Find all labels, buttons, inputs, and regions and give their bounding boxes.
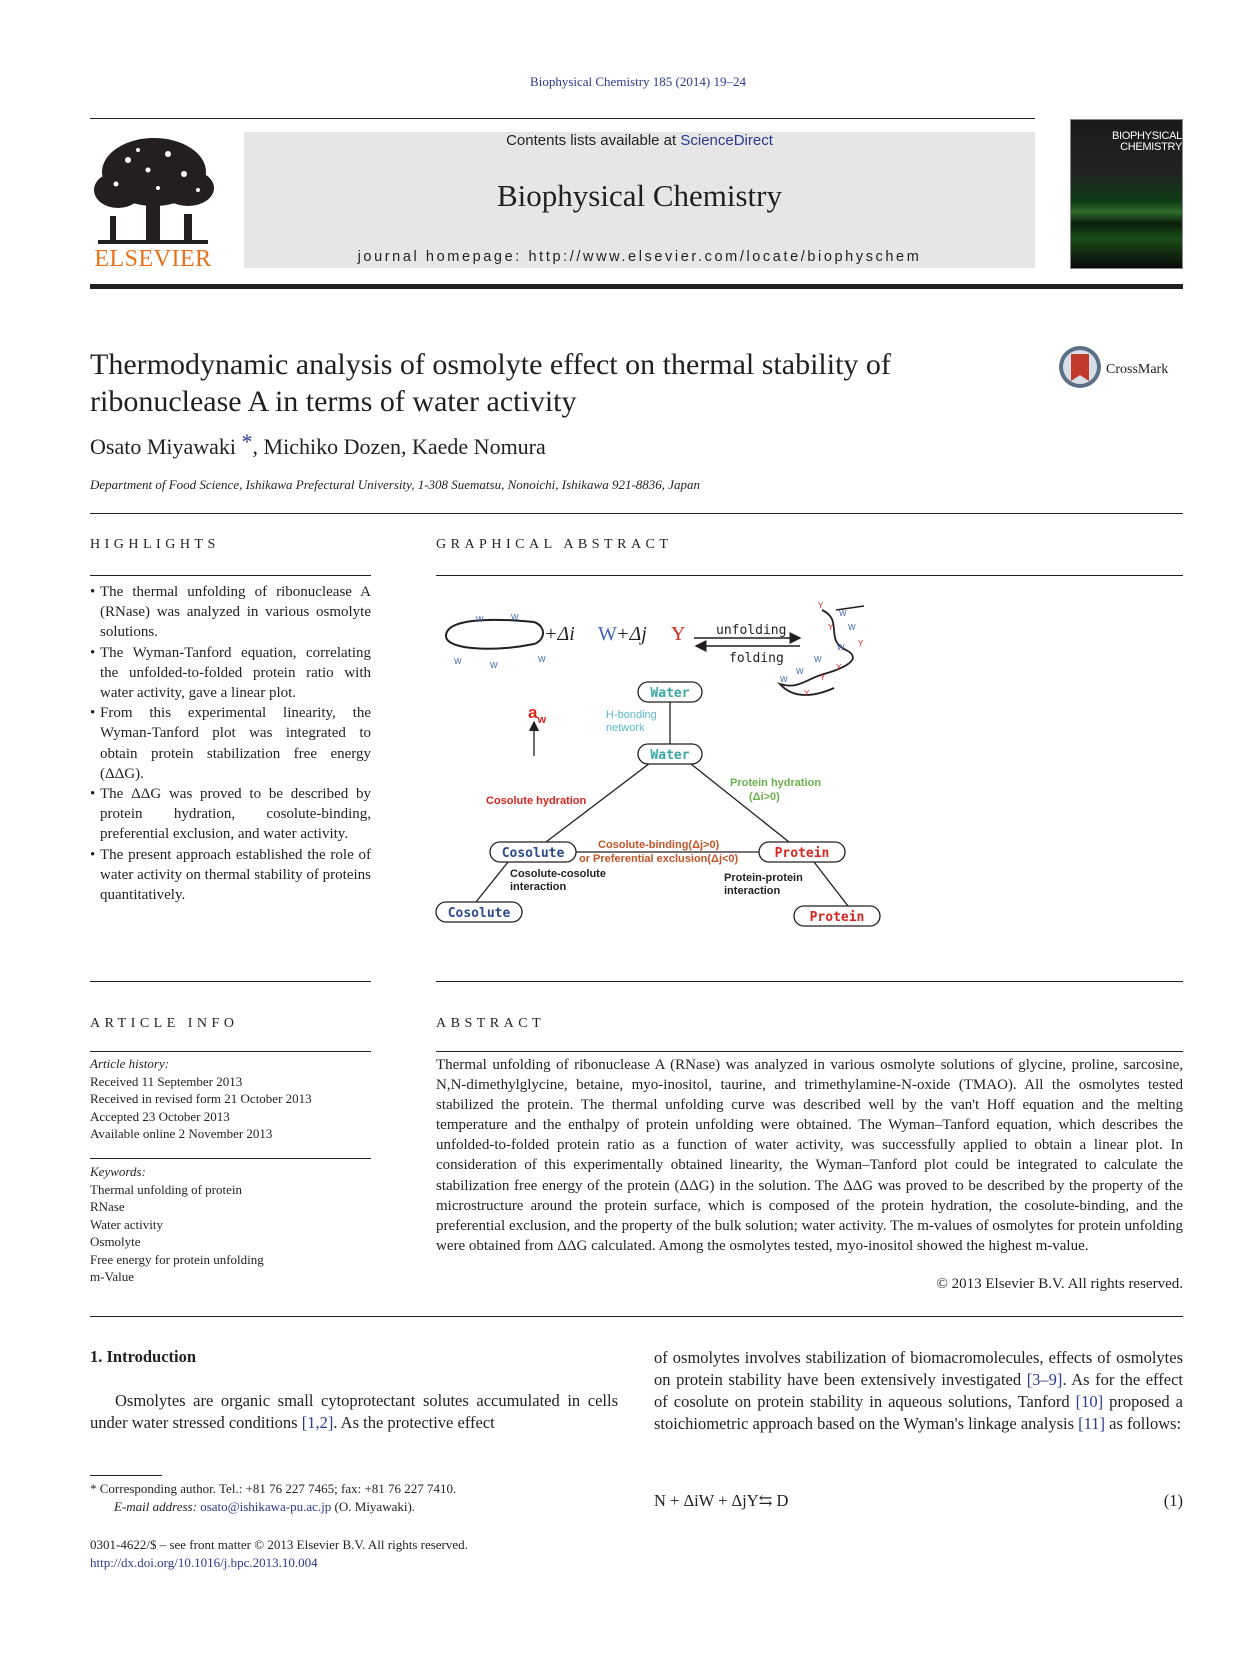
small-y-label: Y: [836, 663, 842, 672]
highlight-item: • The thermal unfolding of ribonuclease A (RNase) was analyzed in various osmolyte solutions.: [90, 582, 371, 643]
small-w-label: W: [538, 655, 546, 664]
small-w-label: W: [490, 661, 498, 670]
small-w-label: W: [780, 675, 788, 684]
small-y-label: Y: [858, 639, 864, 648]
protein-hydration-label: Protein hydration: [730, 777, 822, 789]
highlight-item: • The ΔΔG was proved to be described by protein hydration, cosolute-binding, preferential exclusion, and water activity.: [90, 784, 371, 845]
protein-protein-label: interaction: [724, 885, 781, 897]
highlight-item: • The present approach established the role of water activity on thermal stability of proteins quantitatively.: [90, 845, 371, 906]
eq-delta-i: +Δi: [544, 623, 575, 645]
abstract-copyright: © 2013 Elsevier B.V. All rights reserved.: [936, 1276, 1183, 1292]
graphical-abstract-bottom-rule: [436, 981, 1183, 982]
small-y-label: Y: [828, 623, 834, 632]
protein-node-bottom-label: Protein: [809, 910, 865, 925]
article-info-heading: ARTICLE INFO: [90, 1016, 239, 1031]
introduction-heading: 1. Introduction: [90, 1347, 197, 1366]
cosolute-cosolute-label: Cosolute-cosolute: [510, 868, 606, 880]
history-entry: Available online 2 November 2013: [90, 1126, 273, 1141]
water-activity-subscript: w: [537, 714, 547, 726]
small-w-label: W: [837, 643, 845, 652]
small-w-label: W: [796, 667, 804, 676]
water-node-top-label: Water: [650, 686, 690, 701]
crossmark-label[interactable]: CrossMark: [1106, 362, 1169, 377]
small-w-label: W: [848, 623, 856, 632]
cosolute-hydration-label: Cosolute hydration: [486, 795, 587, 807]
highlights-bottom-rule: [90, 981, 371, 982]
journal-homepage[interactable]: journal homepage: http://www.elsevier.com/locate/biophyschem: [357, 249, 922, 265]
article-info-rule: [90, 1051, 371, 1052]
article-title: Thermodynamic analysis of osmolyte effect on thermal stability of ribonuclease A in terms of water activity: [90, 348, 891, 418]
highlight-item: • From this experimental linearity, the Wyman-Tanford plot was integrated to obtain protein stabilization free energy (ΔΔG).: [90, 703, 371, 784]
history-label: Article history:: [90, 1056, 170, 1071]
history-entry: Received 11 September 2013: [90, 1073, 243, 1089]
small-w-label: W: [839, 609, 847, 618]
abstract-heading: ABSTRACT: [436, 1016, 546, 1031]
graphical-abstract-figure: [434, 600, 884, 935]
section-rule: [90, 513, 1183, 514]
contents-line: Contents lists available at ScienceDirect: [506, 132, 773, 149]
binding-label: or Preferential exclusion(Δj<0): [579, 853, 739, 865]
unfolding-label: unfolding: [716, 623, 787, 638]
cosolute-cosolute-link: [476, 862, 508, 902]
sciencedirect-link[interactable]: ScienceDirect: [680, 132, 773, 149]
corresponding-author-mark[interactable]: *: [241, 429, 253, 454]
author-list: Osato Miyawaki *, Michiko Dozen, Kaede Nomura: [90, 429, 546, 459]
folded-protein-shape: [446, 620, 543, 649]
equation-number: (1): [1163, 1491, 1183, 1510]
keyword-item: Free energy for protein unfolding: [90, 1251, 264, 1267]
highlights-rule: [90, 575, 371, 576]
cosolute-node-label: Cosolute: [501, 846, 565, 861]
water-activity-label: $a_w$: [528, 703, 547, 726]
water-node-mid-label: Water: [650, 748, 690, 763]
keyword-item: RNase: [90, 1199, 125, 1214]
equation-1: N + ΔiW + ΔjY⇆ D: [654, 1491, 789, 1510]
small-w-label: W: [476, 615, 484, 624]
abstract-bottom-rule: [90, 1316, 1183, 1317]
affiliation: Department of Food Science, Ishikawa Prefectural University, 1-308 Suematsu, Nonoichi, Ishikawa 921-8836, Japan: [90, 477, 701, 492]
corresponding-author-footnote: * Corresponding author. Tel.: +81 76 227 7465; fax: +81 76 227 7410. E-mail address: osato@ishikawa-pu.ac.jp (O. Miyawaki).: [90, 1481, 457, 1514]
binding-label: Cosolute-binding(Δj>0): [598, 839, 720, 851]
keyword-item: m-Value: [90, 1269, 135, 1284]
keywords: [90, 1163, 371, 1286]
protein-protein-link: [814, 862, 848, 906]
history-entry: Accepted 23 October 2013: [90, 1108, 230, 1124]
introduction-paragraph: Osmolytes are organic small cytoprotectant solutes accumulated in cells under water stressed conditions [1,2]. As the protective effect: [90, 1391, 618, 1432]
protein-hydration-label: (Δi>0): [749, 791, 780, 803]
reference-link[interactable]: [1,2]: [301, 1413, 334, 1432]
abstract-rule: [436, 1051, 1183, 1052]
keywords-rule: [90, 1158, 371, 1159]
introduction-paragraph-continued: of osmolytes involves stabilization of biomacromolecules, effects of osmolytes on protein stability have been extensively investigated [3–9]. As for the effect of cosolute on protein stability in aqueous solutions, Tanford [10] proposed a stoichiometric approach based on the Wyman's linkage analysis [11] as follows:: [654, 1348, 1183, 1433]
unfolded-protein-shape: [780, 610, 853, 695]
crossmark-icon[interactable]: [1058, 345, 1102, 389]
small-w-label: W: [454, 657, 462, 666]
small-y-label: Y: [820, 673, 826, 682]
header-thick-rule: [90, 284, 1183, 289]
doi-link[interactable]: http://dx.doi.org/10.1016/j.bpc.2013.10.004: [90, 1555, 318, 1570]
keyword-item: Thermal unfolding of protein: [90, 1181, 242, 1197]
protein-node-label: Protein: [774, 846, 830, 861]
hbond-label: network: [606, 722, 645, 734]
highlights-heading: HIGHLIGHTS: [90, 537, 220, 552]
elsevier-wordmark: ELSEVIER: [94, 246, 212, 272]
keyword-item: Osmolyte: [90, 1234, 141, 1249]
cosolute-cosolute-label: interaction: [510, 881, 567, 893]
keywords-label: Keywords:: [90, 1164, 146, 1179]
reference-link[interactable]: [10]: [1075, 1392, 1104, 1411]
abstract-text: Thermal unfolding of ribonuclease A (RNase) was analyzed in various osmolyte solutions of glycine, proline, sarcosine, N,N-dimethylglycine, betaine, myo-inositol, taurine, and trimethylamine-N-oxide (TMAO). All the osmolytes tested stabilized the protein. The thermal unfolding curve was described well by the van't Hoff equation and the melting temperature and the enthalpy of protein unfolding were obtained. The Wyman–Tanford equation, which describes the unfolded-to-folded protein ratio as a function of water activity, was successfully applied to obtain a linear plot. In consideration of this experimentally obtained linearity, the Wyman–Tanford plot could be integrated to calculate the stabilization free energy of the protein (ΔΔG) in the solution. The ΔΔG was proved to be described by the property of the microstructure around the protein surface, which is composed of the protein hydration, the cosolute-binding, and the preferential exclusion, and the property of the bulk solution; water activity. The m-values of osmolytes for protein unfolding were obtained from ΔΔG calculated. Among the osmolytes tested, myo-inositol showed the highest m-value.: [436, 1057, 1183, 1254]
cosolute-node-bottom-label: Cosolute: [447, 906, 511, 921]
highlights-list: [90, 582, 371, 905]
keyword-item: Water activity: [90, 1216, 163, 1232]
eq-delta-j: +Δj: [616, 623, 647, 645]
reference-link[interactable]: [3–9]: [1026, 1370, 1063, 1389]
issn-line: 0301-4622/$ – see front matter © 2013 Elsevier B.V. All rights reserved.: [90, 1537, 468, 1552]
graphical-abstract-rule: [436, 575, 1183, 576]
folding-label: folding: [729, 651, 784, 666]
small-y-label: Y: [804, 689, 810, 698]
hbond-label: H-bonding: [606, 709, 657, 721]
email-link[interactable]: osato@ishikawa-pu.ac.jp: [200, 1499, 332, 1514]
journal-name: Biophysical Chemistry: [496, 178, 782, 213]
journal-citation[interactable]: Biophysical Chemistry 185 (2014) 19–24: [530, 74, 746, 89]
header-rule: [90, 118, 1035, 119]
footnote-rule: [90, 1475, 162, 1476]
graphical-abstract-heading: GRAPHICAL ABSTRACT: [436, 537, 673, 552]
highlight-item: • The Wyman-Tanford equation, correlating the unfolded-to-folded protein ratio with water activity, gave a linear plot.: [90, 643, 371, 704]
front-matter: [90, 1536, 468, 1572]
small-w-label: W: [511, 613, 519, 622]
small-w-label: W: [814, 655, 822, 664]
journal-cover-title: BIOPHYSICAL CHEMISTRY: [1111, 130, 1182, 153]
eq-w: W: [598, 623, 617, 645]
article-history: [90, 1055, 371, 1143]
eq-y: Y: [671, 623, 686, 645]
history-entry: Received in revised form 21 October 2013: [90, 1091, 312, 1106]
protein-protein-label: Protein-protein: [724, 872, 803, 884]
reference-link[interactable]: [11]: [1078, 1414, 1106, 1433]
small-y-label: Y: [818, 601, 824, 610]
